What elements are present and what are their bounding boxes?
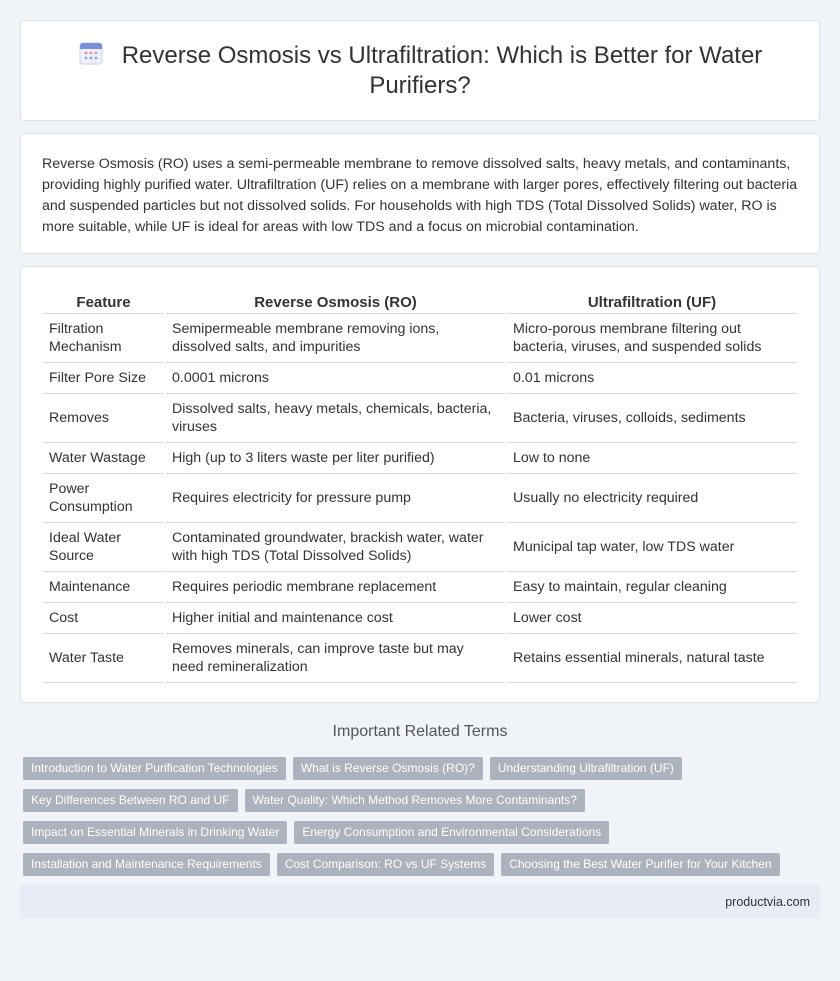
tag-link[interactable]: Energy Consumption and Environmental Considerations	[294, 821, 609, 844]
tag-row	[23, 757, 820, 780]
tag-link[interactable]: Choosing the Best Water Purifier for Your Kitchen	[501, 853, 779, 876]
cell-ro: Removes minerals, can improve taste but may need remineralization	[165, 634, 506, 683]
cell-uf: Municipal tap water, low TDS water	[506, 523, 797, 572]
tag-link[interactable]: Water Quality: Which Method Removes More Contaminants?	[245, 789, 585, 812]
intro-paragraph: Reverse Osmosis (RO) uses a semi-permeable membrane to remove dissolved salts, heavy metals, and contaminants, providing highly purified water. Ultrafiltration (UF) relies on a membrane with larger pores, effectively filtering out bacteria and suspended particles but not dissolved solids. For households with high TDS (Total Dissolved Solids) water, RO is more suitable, while UF is ideal for areas with low TDS and a focus on microbial contamination.	[42, 156, 798, 235]
cell-ro: Requires periodic membrane replacement	[165, 572, 506, 603]
related-terms-tags	[23, 757, 820, 876]
tag-row	[23, 821, 820, 844]
table-row	[43, 394, 797, 443]
footer-site-link[interactable]: productvia.com	[725, 894, 810, 909]
cell-feature: Water Wastage	[43, 443, 165, 474]
header-ro: Reverse Osmosis (RO)	[165, 287, 506, 314]
table-row	[43, 474, 797, 523]
cell-uf: Retains essential minerals, natural taste	[506, 634, 797, 683]
cell-feature: Filter Pore Size	[43, 363, 165, 394]
cell-uf: Bacteria, viruses, colloids, sediments	[506, 394, 797, 443]
cell-ro: Semipermeable membrane removing ions, dissolved salts, and impurities	[165, 314, 506, 363]
tag-row	[23, 789, 820, 812]
table-row	[43, 363, 797, 394]
tag-link[interactable]: Introduction to Water Purification Technologies	[23, 757, 286, 780]
tag-link[interactable]: Installation and Maintenance Requirements	[23, 853, 270, 876]
table-row	[43, 314, 797, 363]
cell-feature: Cost	[43, 603, 165, 634]
cell-ro: Requires electricity for pressure pump	[165, 474, 506, 523]
calendar-icon	[78, 40, 104, 66]
cell-feature: Filtration Mechanism	[43, 314, 165, 363]
tag-row	[23, 853, 820, 876]
table-row	[43, 523, 797, 572]
header-uf: Ultrafiltration (UF)	[506, 287, 797, 314]
comparison-table	[43, 287, 797, 683]
page-title-wrap	[61, 40, 779, 101]
table-header-row	[43, 287, 797, 314]
table-row	[43, 572, 797, 603]
cell-feature: Maintenance	[43, 572, 165, 603]
header-feature: Feature	[43, 287, 165, 314]
cell-feature: Water Taste	[43, 634, 165, 683]
tag-link[interactable]: Key Differences Between RO and UF	[23, 789, 238, 812]
footer	[20, 885, 820, 918]
cell-feature: Removes	[43, 394, 165, 443]
page-title: Reverse Osmosis vs Ultrafiltration: Which is Better for Water Purifiers?	[121, 42, 763, 99]
cell-uf: Micro-porous membrane filtering out bacteria, viruses, and suspended solids	[506, 314, 797, 363]
cell-uf: Low to none	[506, 443, 797, 474]
cell-ro: 0.0001 microns	[165, 363, 506, 394]
tag-link[interactable]: Understanding Ultrafiltration (UF)	[490, 757, 682, 780]
cell-ro: Higher initial and maintenance cost	[165, 603, 506, 634]
title-card	[20, 20, 820, 121]
comparison-card	[20, 266, 820, 703]
tag-link[interactable]: Cost Comparison: RO vs UF Systems	[277, 853, 494, 876]
table-row	[43, 603, 797, 634]
cell-feature: Power Consumption	[43, 474, 165, 523]
tag-link[interactable]: What is Reverse Osmosis (RO)?	[293, 757, 483, 780]
table-row	[43, 443, 797, 474]
cell-uf: Lower cost	[506, 603, 797, 634]
related-terms-heading: Important Related Terms	[332, 723, 508, 740]
cell-ro: Contaminated groundwater, brackish water, water with high TDS (Total Dissolved Solids)	[165, 523, 506, 572]
intro-card	[20, 133, 820, 254]
table-row	[43, 634, 797, 683]
cell-uf: Usually no electricity required	[506, 474, 797, 523]
cell-feature: Ideal Water Source	[43, 523, 165, 572]
cell-ro: High (up to 3 liters waste per liter purified)	[165, 443, 506, 474]
cell-uf: 0.01 microns	[506, 363, 797, 394]
cell-uf: Easy to maintain, regular cleaning	[506, 572, 797, 603]
cell-ro: Dissolved salts, heavy metals, chemicals, bacteria, viruses	[165, 394, 506, 443]
tag-link[interactable]: Impact on Essential Minerals in Drinking Water	[23, 821, 287, 844]
